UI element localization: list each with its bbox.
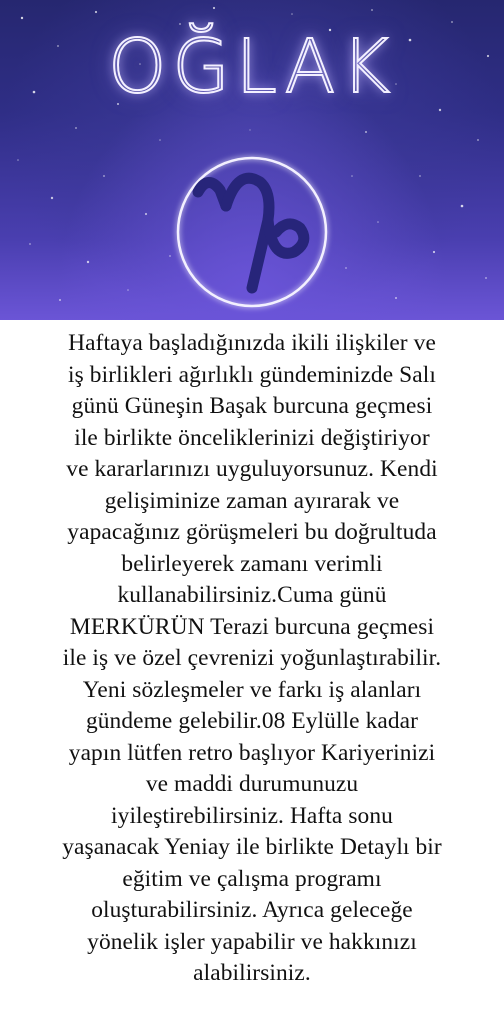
horoscope-line: eğitim ve çalışma programı bbox=[122, 865, 382, 892]
horoscope-line: ile iş ve özel çevrenizi yoğunlaştırabilir. bbox=[62, 645, 442, 671]
horoscope-line: yapın lütfen retro başlıyor Kariyerinizi bbox=[68, 739, 436, 766]
horoscope-line: ile birlikte önceliklerinizi değiştiriyor bbox=[74, 424, 430, 451]
horoscope-line: gündeme gelebilir.08 Eylülle kadar bbox=[85, 708, 419, 734]
horoscope-line: belirleyerek zamanı verimli bbox=[121, 550, 383, 577]
horoscope-line: gelişiminize zaman ayırarak ve bbox=[104, 487, 400, 514]
horoscope-line: MERKÜRÜN Terazi burcuna geçmesi bbox=[69, 613, 435, 640]
horoscope-line: alabilirsiniz. bbox=[193, 960, 311, 986]
horoscope-line: iş birlikleri ağırlıklı gündeminizde Salı bbox=[68, 361, 436, 388]
capricorn-symbol-icon bbox=[168, 148, 336, 316]
header-banner bbox=[0, 0, 504, 320]
horoscope-panel bbox=[0, 320, 504, 1024]
horoscope-line: kullanabilirsiniz.Cuma günü bbox=[117, 582, 387, 608]
horoscope-line: Haftaya başladığınızda ikili ilişkiler ve bbox=[68, 330, 436, 356]
horoscope-line: yapacağınız görüşmeleri bu doğrultuda bbox=[67, 519, 437, 545]
horoscope-text bbox=[0, 320, 504, 990]
sign-title: OĞLAK bbox=[108, 24, 396, 110]
horoscope-line: oluşturabilirsiniz. Ayrıca geleceğe bbox=[91, 897, 413, 923]
horoscope-line: yönelik işler yapabilir ve hakkınızı bbox=[87, 928, 417, 955]
horoscope-line: ve maddi durumunuzu bbox=[145, 771, 359, 797]
horoscope-line: ve kararlarınızı uyguluyorsunuz. Kendi bbox=[66, 456, 438, 482]
horoscope-line: yaşanacak Yeniay ile birlikte Detaylı bir bbox=[62, 834, 442, 860]
horoscope-line: Yeni sözleşmeler ve farkı iş alanları bbox=[82, 676, 422, 703]
horoscope-line: günü Güneşin Başak burcuna geçmesi bbox=[71, 393, 433, 419]
horoscope-line: iyileştirebilirsiniz. Hafta sonu bbox=[111, 802, 393, 829]
